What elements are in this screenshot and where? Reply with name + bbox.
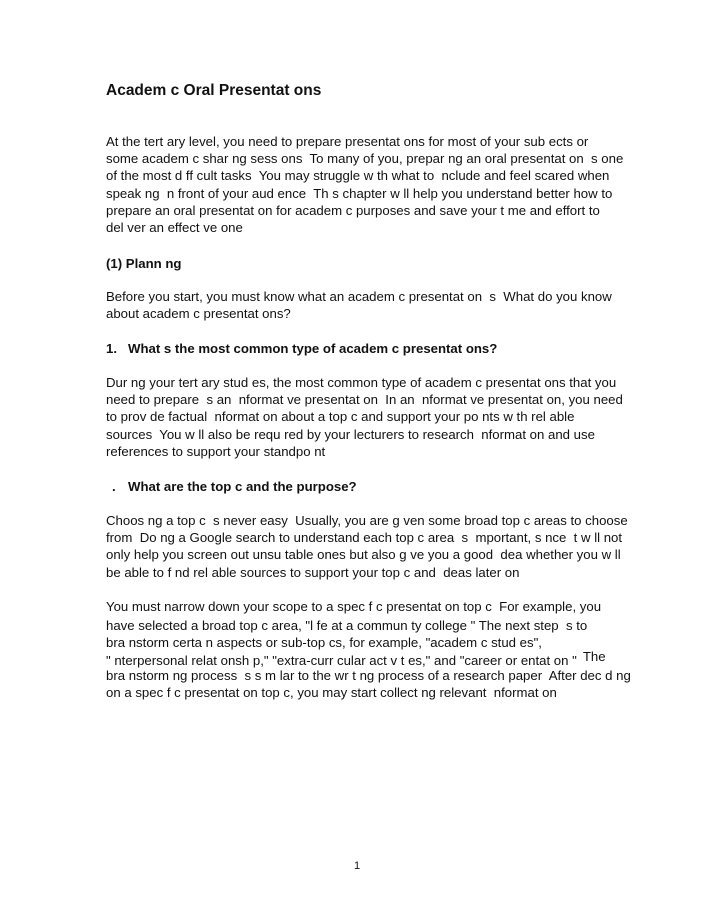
question-1-answer [106, 374, 626, 460]
planning-intro-line: about academ c presentat ons? [106, 306, 291, 322]
question-2-text: What are the top c and the purpose? [128, 479, 357, 494]
narrow-line: " nterpersonal relat onsh p," "extra-curr cular act v t es," and "career or entat on " [106, 652, 577, 668]
section-heading-planning: (1) Plann ng [106, 256, 182, 271]
intro-line: del ver an effect ve one [106, 220, 243, 236]
narrow-line: on a spec f c presentat on top c, you may start collect ng relevant nformat on [106, 684, 557, 700]
page-number: 1 [353, 860, 361, 872]
answer-1-line: to prov de factual nformat on about a top c and support your po nts w th rel able [106, 409, 575, 425]
narrow-line: bra nstorm certa n aspects or sub-top cs, for example, "academ c stud es", [106, 635, 542, 651]
narrow-line: You must narrow down your scope to a spec f c presentat on top c For example, you [106, 599, 602, 614]
answer-1-line: references to support your standpo nt [106, 443, 326, 459]
answer-1-line: need to prepare s an nformat ve presentat on In an nformat ve presentat on, you need [106, 392, 623, 408]
answer-2-line: be able to f nd rel able sources to support your top c and deas later on [106, 564, 520, 580]
intro-line: prepare an oral presentat on for academ c purposes and save your t me and effort to [106, 202, 600, 218]
intro-line: At the tert ary level, you need to prepare presentat ons for most of your sub ects or [106, 134, 589, 149]
question-2-number: . [112, 479, 116, 494]
planning-intro-paragraph [106, 288, 626, 322]
question-2-heading [112, 479, 632, 494]
question-1-text: What s the most common type of academ c presentat ons? [128, 341, 498, 356]
answer-2-line: only help you screen out unsu table ones but also g ve you a good dea whether you w ll [106, 547, 621, 563]
answer-2-line: Choos ng a top c s never easy Usually, you are g ven some broad top c areas to choose [106, 513, 628, 528]
question-1-number: 1. [106, 341, 117, 356]
answer-2-line: from Do ng a Google search to understand each top c area s mportant, s nce t w ll not [106, 530, 623, 546]
intro-line: speak ng n front of your aud ence Th s chapter w ll help you understand better how to [106, 185, 613, 201]
narrow-line-row [106, 648, 646, 668]
intro-paragraph [106, 133, 626, 236]
narrow-line: have selected a broad top c area, "l fe at a commun ty college " The next step s to [106, 618, 588, 634]
narrow-topic-paragraph [106, 598, 646, 701]
narrow-line-trailing-word: The [582, 648, 606, 664]
intro-line: of the most d ff cult tasks You may struggle w th what to nclude and feel scared when [106, 168, 610, 184]
answer-1-line: Dur ng your tert ary stud es, the most common type of academ c presentat ons that you [106, 375, 617, 390]
question-1-heading [106, 341, 626, 356]
narrow-line: bra nstorm ng process s s m lar to the wr t ng process of a research paper After dec d ng [106, 667, 631, 683]
question-2-answer [106, 512, 626, 581]
intro-line: some academ c shar ng sess ons To many of you, prepar ng an oral presentat on s one [106, 151, 624, 167]
planning-intro-line: Before you start, you must know what an academ c presentat on s What do you know [106, 289, 612, 304]
answer-1-line: sources You w ll also be requ red by your lecturers to research nformat on and use [106, 426, 595, 442]
document-title: Academ c Oral Presentat ons [106, 82, 322, 99]
